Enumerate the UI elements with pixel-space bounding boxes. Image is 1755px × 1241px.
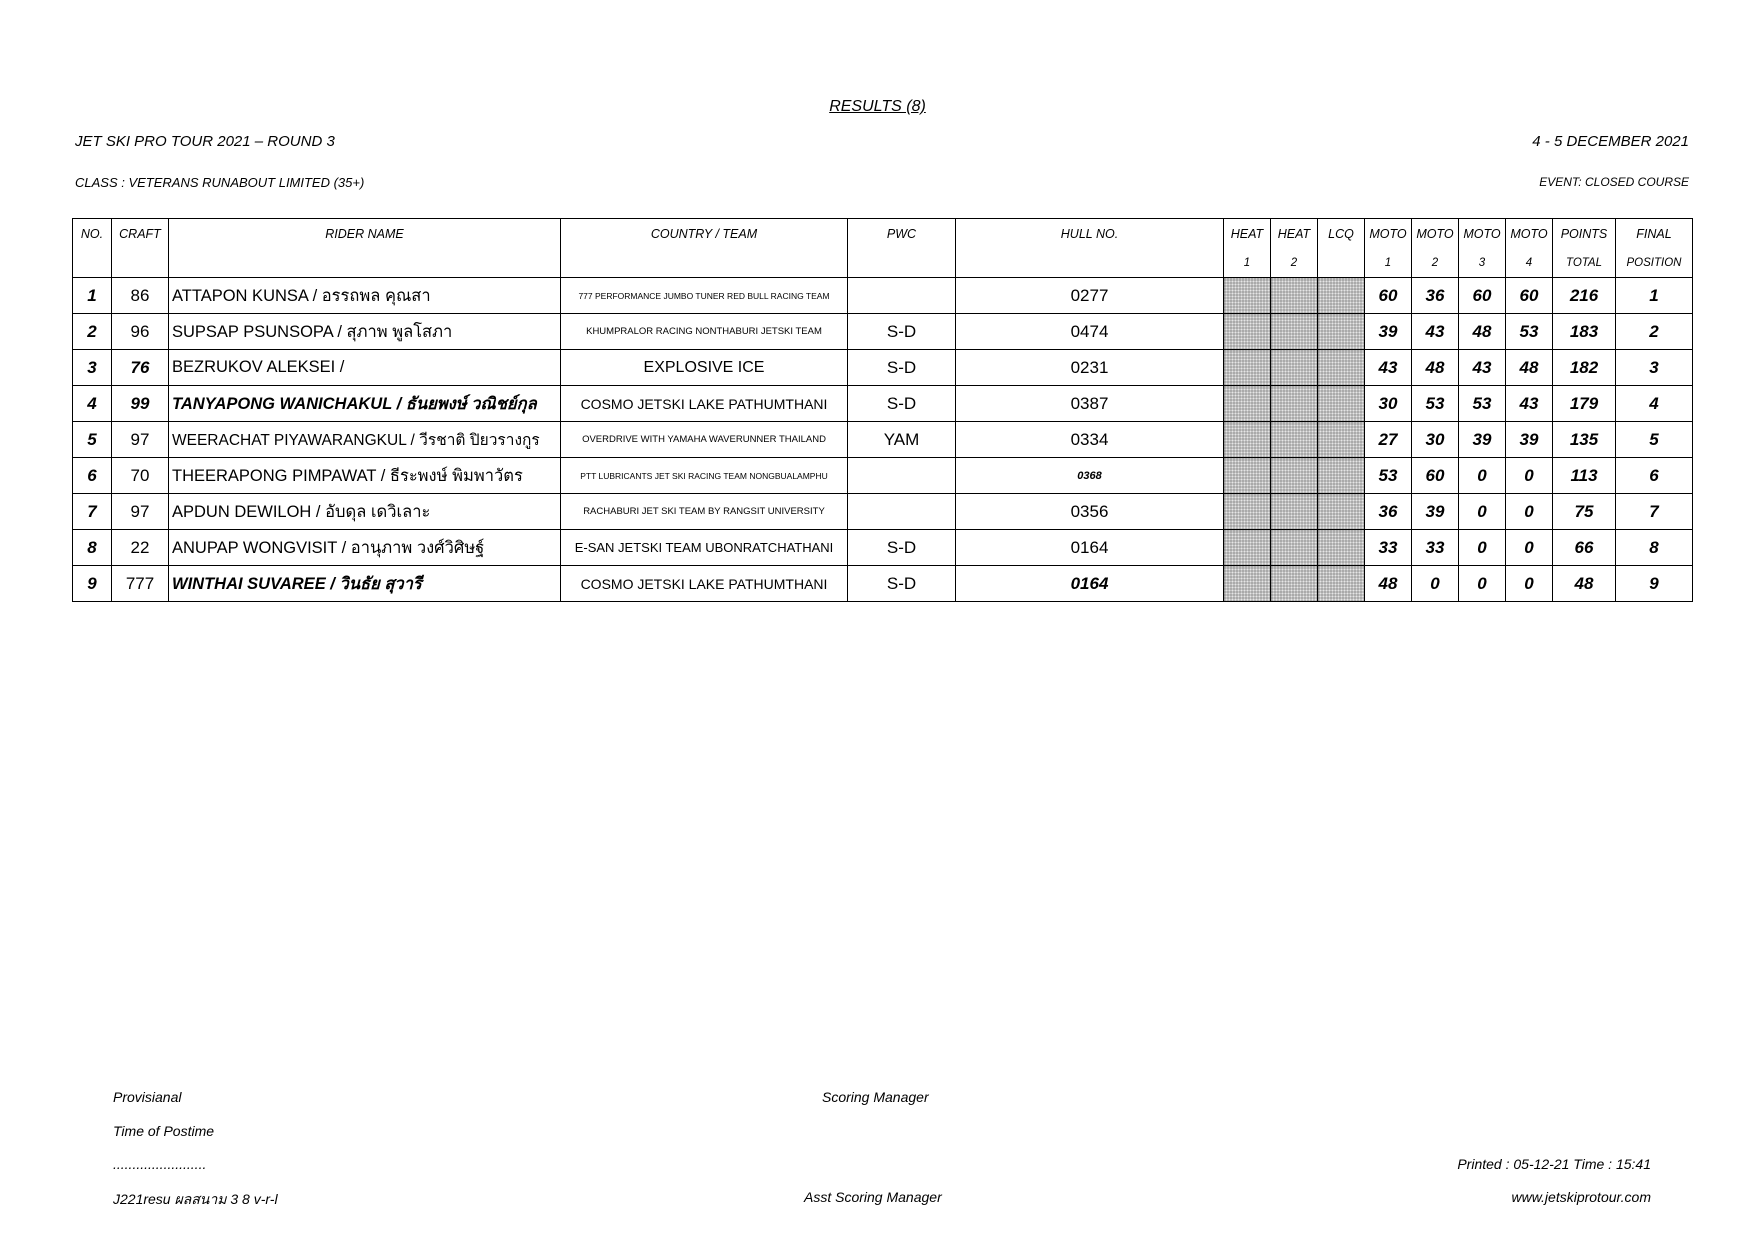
cell-team: OVERDRIVE WITH YAMAHA WAVERUNNER THAILAND [561,422,848,458]
header-pwc: PWC [848,219,956,249]
cell-pwc: S-D [848,314,956,350]
cell-no: 9 [73,566,112,602]
cell-final: 5 [1616,422,1693,458]
cell-total: 183 [1553,314,1616,350]
cell-moto1: 60 [1365,278,1412,314]
cell-heat2 [1271,314,1318,350]
cell-hull: 0334 [956,422,1224,458]
header-no-sub [73,248,112,278]
cell-total: 48 [1553,566,1616,602]
header-moto4: MOTO [1506,219,1553,249]
cell-rider: BEZRUKOV ALEKSEI / [169,350,561,386]
header-lcq-sub [1318,248,1365,278]
cell-pwc [848,494,956,530]
table-row [73,458,1693,494]
cell-lcq [1318,350,1365,386]
cell-total: 75 [1553,494,1616,530]
cell-rider: ATTAPON KUNSA / อรรถพล คุณสา [169,278,561,314]
header-pwc-sub [848,248,956,278]
cell-total: 179 [1553,386,1616,422]
cell-team: E-SAN JETSKI TEAM UBONRATCHATHANI [561,530,848,566]
cell-pwc [848,458,956,494]
cell-heat2 [1271,530,1318,566]
printed-timestamp: Printed : 05-12-21 Time : 15:41 [1457,1156,1651,1172]
cell-heat1 [1224,386,1271,422]
cell-no: 6 [73,458,112,494]
cell-moto1: 27 [1365,422,1412,458]
table-row [73,314,1693,350]
cell-moto4: 0 [1506,566,1553,602]
cell-rider: WEERACHAT PIYAWARANGKUL / วีรชาติ ปิยวรางกูร [169,422,561,458]
cell-pwc: YAM [848,422,956,458]
header-team: COUNTRY / TEAM [561,219,848,249]
cell-team: COSMO JETSKI LAKE PATHUMTHANI [561,386,848,422]
page-title: RESULTS (8) [829,98,926,115]
table-row [73,530,1693,566]
cell-moto2: 33 [1412,530,1459,566]
cell-final: 7 [1616,494,1693,530]
cell-lcq [1318,530,1365,566]
cell-final: 6 [1616,458,1693,494]
cell-total: 113 [1553,458,1616,494]
cell-final: 9 [1616,566,1693,602]
cell-moto3: 0 [1459,530,1506,566]
cell-pwc: S-D [848,386,956,422]
cell-final: 4 [1616,386,1693,422]
cell-no: 4 [73,386,112,422]
cell-heat2 [1271,422,1318,458]
cell-heat1 [1224,278,1271,314]
cell-moto1: 30 [1365,386,1412,422]
cell-team: RACHABURI JET SKI TEAM BY RANGSIT UNIVERSITY [561,494,848,530]
cell-heat2 [1271,494,1318,530]
cell-craft: 777 [112,566,169,602]
cell-moto3: 0 [1459,458,1506,494]
cell-moto1: 48 [1365,566,1412,602]
cell-moto2: 0 [1412,566,1459,602]
table-row [73,278,1693,314]
cell-moto1: 33 [1365,530,1412,566]
cell-moto2: 48 [1412,350,1459,386]
cell-team: 777 PERFORMANCE JUMBO TUNER RED BULL RACING TEAM [561,278,848,314]
header-no: NO. [73,219,112,249]
table-row [73,386,1693,422]
cell-lcq [1318,422,1365,458]
postime-dots: ........................ [113,1156,207,1172]
header-moto3-sub: 3 [1459,248,1506,278]
cell-rider: SUPSAP PSUNSOPA / สุภาพ พูลโสภา [169,314,561,350]
cell-moto1: 39 [1365,314,1412,350]
cell-final: 1 [1616,278,1693,314]
cell-total: 135 [1553,422,1616,458]
event-date: 4 - 5 DECEMBER 2021 [1532,133,1689,150]
cell-lcq [1318,314,1365,350]
cell-hull: 0368 [956,458,1224,494]
cell-moto3: 0 [1459,494,1506,530]
cell-rider: APDUN DEWILOH / อับดุล เดวิเลาะ [169,494,561,530]
results-table [72,218,1693,602]
table-row [73,422,1693,458]
cell-heat2 [1271,350,1318,386]
cell-moto4: 48 [1506,350,1553,386]
cell-moto2: 30 [1412,422,1459,458]
cell-lcq [1318,566,1365,602]
cell-moto4: 43 [1506,386,1553,422]
cell-heat1 [1224,350,1271,386]
header-moto3: MOTO [1459,219,1506,249]
cell-heat1 [1224,530,1271,566]
cell-pwc [848,278,956,314]
header-heat1: HEAT [1224,219,1271,249]
cell-moto2: 39 [1412,494,1459,530]
cell-moto3: 48 [1459,314,1506,350]
cell-total: 66 [1553,530,1616,566]
cell-moto1: 53 [1365,458,1412,494]
cell-final: 3 [1616,350,1693,386]
header-final-sub: POSITION [1616,248,1693,278]
cell-heat2 [1271,458,1318,494]
cell-no: 3 [73,350,112,386]
cell-moto4: 0 [1506,494,1553,530]
header-hull-sub [956,248,1224,278]
cell-craft: 70 [112,458,169,494]
header-heat2-sub: 2 [1271,248,1318,278]
cell-no: 8 [73,530,112,566]
cell-rider: THEERAPONG PIMPAWAT / ธีระพงษ์ พิมพาวัตร [169,458,561,494]
header-rider: RIDER NAME [169,219,561,249]
cell-total: 216 [1553,278,1616,314]
cell-hull: 0164 [956,566,1224,602]
website-link[interactable]: www.jetskiprotour.com [1511,1189,1651,1205]
provisional-label: Provisianal [113,1089,182,1105]
table-row [73,494,1693,530]
cell-moto4: 60 [1506,278,1553,314]
header-heat1-sub: 1 [1224,248,1271,278]
time-of-postime-label: Time of Postime [113,1123,215,1139]
cell-final: 2 [1616,314,1693,350]
cell-craft: 99 [112,386,169,422]
cell-craft: 22 [112,530,169,566]
cell-team: COSMO JETSKI LAKE PATHUMTHANI [561,566,848,602]
cell-moto3: 39 [1459,422,1506,458]
cell-lcq [1318,494,1365,530]
cell-team: KHUMPRALOR RACING NONTHABURI JETSKI TEAM [561,314,848,350]
cell-rider: WINTHAI SUVAREE / วินธัย สุวารี [169,566,561,602]
header-craft: CRAFT [112,219,169,249]
cell-moto2: 36 [1412,278,1459,314]
cell-hull: 0387 [956,386,1224,422]
cell-heat1 [1224,422,1271,458]
cell-lcq [1318,458,1365,494]
event-name: JET SKI PRO TOUR 2021 – ROUND 3 [75,133,335,150]
header-craft-sub [112,248,169,278]
cell-no: 2 [73,314,112,350]
event-type: EVENT: CLOSED COURSE [1539,175,1689,189]
header-hull: HULL NO. [956,219,1224,249]
file-reference: J221resu ผลสนาม 3 8 v-r-l [113,1191,278,1207]
header-moto1: MOTO [1365,219,1412,249]
cell-heat1 [1224,314,1271,350]
table-row [73,350,1693,386]
cell-craft: 97 [112,422,169,458]
cell-no: 7 [73,494,112,530]
asst-scoring-manager-label: Asst Scoring Manager [804,1189,942,1205]
cell-lcq [1318,278,1365,314]
cell-team: PTT LUBRICANTS JET SKI RACING TEAM NONGBUALAMPHU [561,458,848,494]
header-points: POINTS [1553,219,1616,249]
header-heat2: HEAT [1271,219,1318,249]
cell-hull: 0231 [956,350,1224,386]
cell-hull: 0474 [956,314,1224,350]
cell-moto1: 36 [1365,494,1412,530]
class-name: CLASS : VETERANS RUNABOUT LIMITED (35+) [75,175,365,190]
cell-craft: 86 [112,278,169,314]
cell-hull: 0356 [956,494,1224,530]
cell-pwc: S-D [848,350,956,386]
cell-team: EXPLOSIVE ICE [561,350,848,386]
cell-no: 1 [73,278,112,314]
cell-rider: ANUPAP WONGVISIT / อานุภาพ วงศ์วิศิษฐ์ [169,530,561,566]
cell-moto4: 0 [1506,458,1553,494]
cell-craft: 97 [112,494,169,530]
header-rider-sub [169,248,561,278]
header-moto2: MOTO [1412,219,1459,249]
cell-heat1 [1224,494,1271,530]
cell-hull: 0277 [956,278,1224,314]
cell-final: 8 [1616,530,1693,566]
header-lcq: LCQ [1318,219,1365,249]
header-final: FINAL [1616,219,1693,249]
cell-heat2 [1271,386,1318,422]
cell-lcq [1318,386,1365,422]
cell-moto3: 53 [1459,386,1506,422]
scoring-manager-label: Scoring Manager [822,1089,929,1105]
cell-rider: TANYAPONG WANICHAKUL / ธันยพงษ์ วณิชย์กุล [169,386,561,422]
header-moto4-sub: 4 [1506,248,1553,278]
cell-moto2: 53 [1412,386,1459,422]
cell-craft: 76 [112,350,169,386]
cell-heat1 [1224,566,1271,602]
cell-moto4: 39 [1506,422,1553,458]
cell-pwc: S-D [848,566,956,602]
cell-moto2: 43 [1412,314,1459,350]
cell-no: 5 [73,422,112,458]
cell-moto4: 0 [1506,530,1553,566]
cell-total: 182 [1553,350,1616,386]
cell-pwc: S-D [848,530,956,566]
header-moto1-sub: 1 [1365,248,1412,278]
cell-moto3: 60 [1459,278,1506,314]
cell-craft: 96 [112,314,169,350]
cell-heat2 [1271,566,1318,602]
cell-moto2: 60 [1412,458,1459,494]
cell-heat1 [1224,458,1271,494]
cell-hull: 0164 [956,530,1224,566]
cell-moto4: 53 [1506,314,1553,350]
cell-moto3: 43 [1459,350,1506,386]
header-points-sub: TOTAL [1553,248,1616,278]
header-team-sub [561,248,848,278]
header-moto2-sub: 2 [1412,248,1459,278]
cell-moto3: 0 [1459,566,1506,602]
table-row [73,566,1693,602]
cell-heat2 [1271,278,1318,314]
cell-moto1: 43 [1365,350,1412,386]
